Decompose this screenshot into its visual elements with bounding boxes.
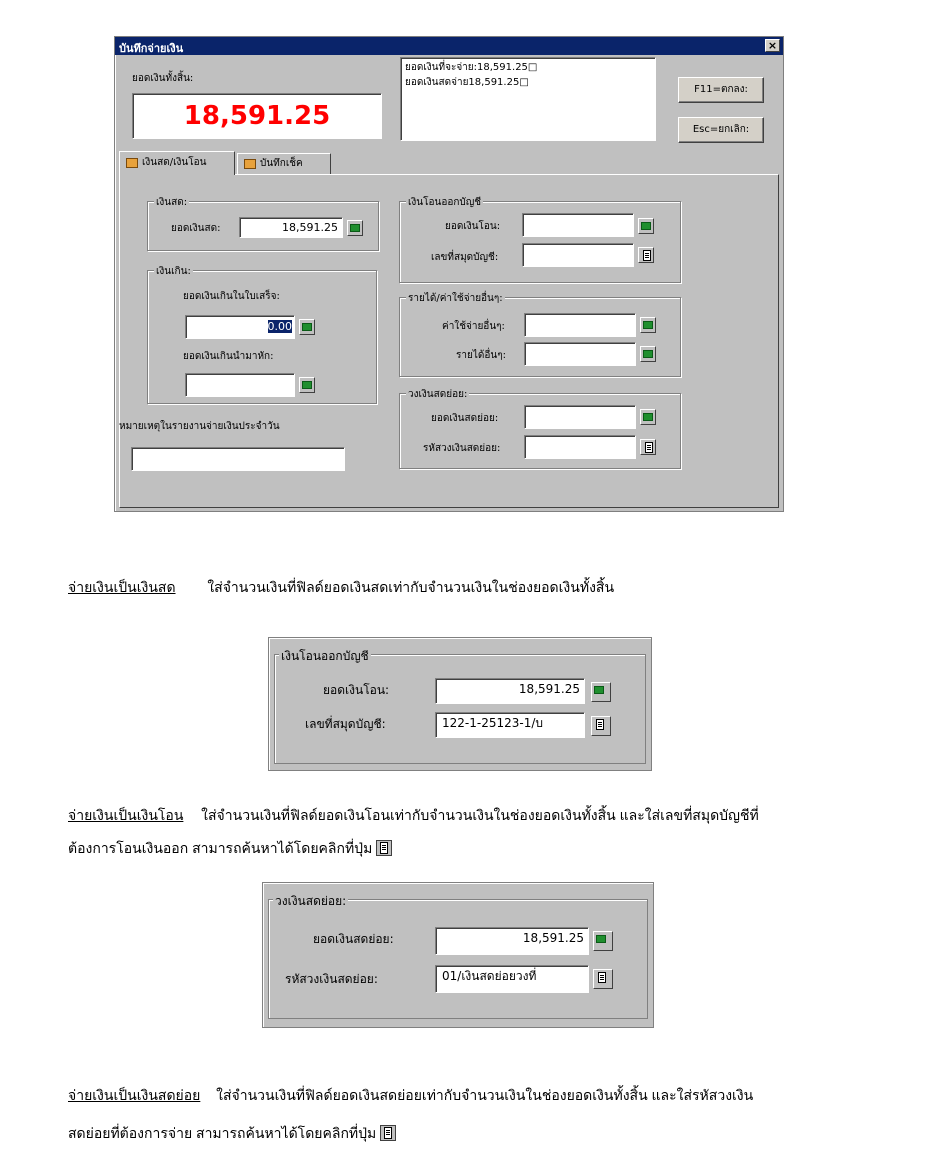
selected-value: 0.00	[267, 320, 292, 333]
lookup-icon[interactable]	[593, 969, 613, 989]
calculator-icon[interactable]	[638, 218, 654, 234]
paragraph-title: จ่ายเงินเป็นเงินสดย่อย	[68, 1087, 201, 1103]
cash-amount-label: ยอดเงินสด:	[171, 223, 221, 234]
cash-group-title: เงินสด:	[156, 197, 188, 208]
petty-amount-label: ยอดเงินสดย่อย:	[431, 413, 499, 424]
transfer-panel-amount-input[interactable]: 18,591.25	[435, 678, 585, 704]
petty-panel-group	[268, 894, 648, 1019]
summary-line: ยอดเงินสดจ่าย18,591.25□	[405, 77, 529, 88]
transfer-panel-group	[274, 649, 646, 764]
calculator-icon[interactable]	[299, 377, 315, 393]
transfer-amount-input[interactable]	[522, 213, 634, 237]
excess-receipt-label: ยอดเงินเกินในใบเสร็จ:	[183, 291, 280, 302]
petty-code-input[interactable]	[524, 435, 636, 459]
transfer-group-title: เงินโอนออกบัญชี	[408, 197, 482, 208]
paragraph-text: ต้องการโอนเงินออก สามารถค้นหาได้โดยคลิกที่ปุ่ม	[68, 840, 373, 856]
remark-label: หมายเหตุในรายงานจ่ายเงินประจำวัน	[119, 421, 280, 432]
other-expense-label: ค่าใช้จ่ายอื่นๆ:	[442, 321, 505, 332]
petty-panel-amount-label: ยอดเงินสดย่อย:	[313, 932, 394, 946]
folder-icon	[126, 158, 138, 168]
ok-button[interactable]: F11=ตกลง:	[678, 77, 764, 103]
petty-amount-input[interactable]	[524, 405, 636, 429]
calculator-icon[interactable]	[640, 346, 656, 362]
calculator-icon[interactable]	[347, 220, 363, 236]
transfer-panel-title: เงินโอนออกบัญชี	[279, 647, 371, 666]
calculator-icon[interactable]	[640, 409, 656, 425]
petty-panel	[262, 882, 654, 1028]
calculator-icon[interactable]	[591, 682, 611, 702]
paragraph-title: จ่ายเงินเป็นเงินโอน	[68, 807, 184, 823]
folder-icon	[244, 159, 256, 169]
calculator-icon[interactable]	[593, 931, 613, 951]
transfer-panel-account-input[interactable]: 122-1-25123-1/บ	[435, 712, 585, 738]
title-bar	[115, 37, 783, 55]
paragraph-petty-1	[68, 1085, 753, 1107]
other-income-label: รายได้อื่นๆ:	[456, 350, 506, 361]
summary-line: ยอดเงินที่จะจ่าย:18,591.25□	[405, 62, 538, 73]
tab-label: เงินสด/เงินโอน	[142, 157, 207, 168]
paragraph-text: สดย่อยที่ต้องการจ่าย สามารถค้นหาได้โดยคลิกที่ปุ่ม	[68, 1125, 377, 1141]
close-button[interactable]: ×	[765, 39, 780, 52]
lookup-icon[interactable]	[640, 439, 656, 455]
summary-box	[400, 57, 656, 141]
lookup-icon[interactable]	[638, 247, 654, 263]
payment-dialog	[114, 36, 784, 512]
petty-group-title: วงเงินสดย่อย:	[408, 389, 468, 400]
other-income-input[interactable]	[524, 342, 636, 366]
transfer-panel	[268, 637, 652, 771]
paragraph-transfer-1	[68, 805, 759, 827]
other-group-title: รายได้/ค่าใช้จ่ายอื่นๆ:	[408, 293, 503, 304]
lookup-icon[interactable]	[591, 716, 611, 736]
calculator-icon[interactable]	[299, 319, 315, 335]
total-amount: 18,591.25	[132, 93, 382, 139]
cancel-button[interactable]: Esc=ยกเลิก:	[678, 117, 764, 143]
paragraph-cash	[68, 577, 614, 599]
excess-group-title: เงินเกิน:	[156, 266, 191, 277]
petty-code-label: รหัสวงเงินสดย่อย:	[423, 443, 501, 454]
lookup-icon	[380, 1125, 396, 1141]
lookup-icon	[376, 840, 392, 856]
petty-panel-code-label: รหัสวงเงินสดย่อย:	[285, 972, 378, 986]
window-title: บันทึกจ่ายเงิน	[119, 42, 184, 55]
paragraph-text: ใส่จำนวนเงินที่ฟิลด์ยอดเงินสดเท่ากับจำนวนเงินในช่องยอดเงินทั้งสิ้น	[207, 579, 615, 595]
other-expense-input[interactable]	[524, 313, 636, 337]
transfer-amount-label: ยอดเงินโอน:	[445, 221, 501, 232]
excess-receipt-input[interactable]	[185, 315, 295, 339]
tab-cash-transfer[interactable]	[119, 151, 235, 175]
cash-amount-input[interactable]: 18,591.25	[239, 217, 343, 238]
paragraph-transfer-2	[68, 838, 392, 860]
excess-deduct-label: ยอดเงินเกินนำมาหัก:	[183, 351, 274, 362]
transfer-account-input[interactable]	[522, 243, 634, 267]
petty-panel-code-input[interactable]: 01/เงินสดย่อยวงที่	[435, 965, 589, 993]
petty-panel-amount-input[interactable]: 18,591.25	[435, 927, 589, 955]
paragraph-text: ใส่จำนวนเงินที่ฟิลด์ยอดเงินโอนเท่ากับจำนวนเงินในช่องยอดเงินทั้งสิ้น และใส่เลขที่สมุดบัญชีที่	[201, 807, 759, 823]
excess-deduct-input[interactable]	[185, 373, 295, 397]
transfer-panel-account-label: เลขที่สมุดบัญชี:	[305, 717, 386, 731]
paragraph-petty-2	[68, 1123, 396, 1145]
transfer-account-label: เลขที่สมุดบัญชี:	[431, 252, 499, 263]
paragraph-text: ใส่จำนวนเงินที่ฟิลด์ยอดเงินสดย่อยเท่ากับจำนวนเงินในช่องยอดเงินทั้งสิ้น และใส่รหัสวงเงิน	[216, 1087, 754, 1103]
total-label: ยอดเงินทั้งสิ้น:	[132, 73, 194, 84]
paragraph-title: จ่ายเงินเป็นเงินสด	[68, 579, 176, 595]
tab-label: บันทึกเช็ค	[260, 158, 303, 169]
remark-input[interactable]	[131, 447, 345, 471]
tab-cheque[interactable]	[237, 153, 331, 175]
transfer-panel-amount-label: ยอดเงินโอน:	[323, 683, 390, 697]
calculator-icon[interactable]	[640, 317, 656, 333]
petty-panel-title: วงเงินสดย่อย:	[273, 892, 348, 911]
